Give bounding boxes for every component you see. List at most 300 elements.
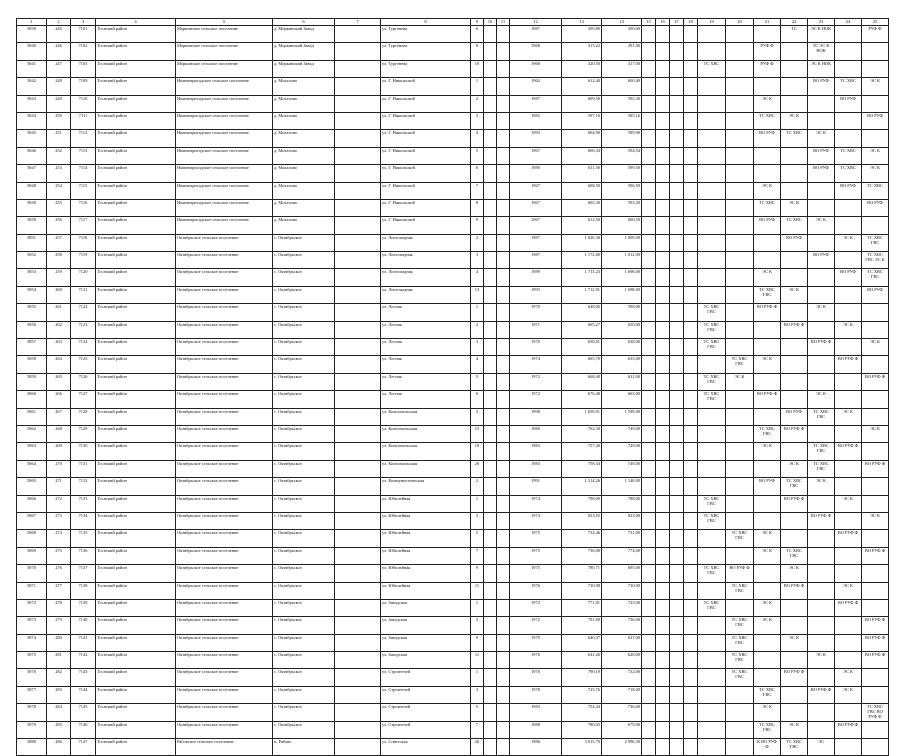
house-number: 6 — [471, 165, 484, 182]
column-number-19: 19 — [698, 19, 726, 26]
total-area: 1 712,91 — [562, 286, 602, 303]
work-type-mark: ЭС К — [762, 443, 772, 449]
empty-col-17 — [670, 339, 684, 356]
empty-col-10 — [484, 478, 497, 495]
build-year: 1976 — [510, 669, 562, 686]
settlement-name: Октябрьское сельское поселение — [176, 425, 273, 442]
column-number-row — [17, 19, 889, 26]
work-period-c20 — [726, 652, 754, 669]
empty-col-17 — [670, 304, 684, 321]
empty-col-7 — [335, 373, 381, 390]
work-type-mark: ТС ХВС ГВС — [759, 686, 775, 697]
table-row — [17, 512, 889, 529]
work-type-mark: ВО РУФ Ф — [864, 373, 886, 379]
living-area: 731,00 — [602, 530, 642, 547]
work-period-c25 — [862, 165, 889, 182]
work-period-c21 — [754, 60, 781, 77]
work-period-c21 — [754, 234, 781, 251]
empty-col-11 — [497, 721, 510, 738]
work-type-mark: ТС ХВС — [840, 147, 856, 153]
work-period-c24 — [835, 60, 862, 77]
work-period-c19 — [698, 112, 726, 129]
work-period-c24 — [835, 443, 862, 460]
locality-name: д. Мохалово — [273, 217, 335, 234]
work-period-c23 — [808, 147, 835, 164]
house-number: 6 — [471, 26, 484, 43]
column-number-14: 14 — [602, 19, 642, 26]
work-type-mark: ЭС К — [843, 321, 853, 327]
build-year: 1987 — [510, 95, 562, 112]
object-code: 7114 — [71, 165, 96, 182]
build-year: 1978 — [510, 686, 562, 703]
district-name: Тоснский район — [96, 60, 176, 77]
work-period-c20 — [726, 739, 754, 756]
locality-name: с. Октябрьское — [273, 512, 335, 529]
table-row — [17, 147, 889, 164]
work-period-c23 — [808, 234, 835, 251]
empty-col-7 — [335, 26, 381, 43]
empty-col-18 — [684, 425, 698, 442]
work-type-mark: ВО РУФ — [759, 478, 775, 484]
living-area: 596,50 — [602, 182, 642, 199]
empty-col-7 — [335, 512, 381, 529]
work-type-mark: ТС ХВС — [759, 199, 775, 205]
empty-col-15 — [642, 217, 656, 234]
street-name: ул. Листопадная — [381, 286, 471, 303]
column-number-18: 18 — [684, 19, 698, 26]
settlement-name: Октябрьское сельское поселение — [176, 652, 273, 669]
build-year: 1970 — [510, 304, 562, 321]
work-period-c21 — [754, 147, 781, 164]
district-name: Тоснский район — [96, 26, 176, 43]
work-type-mark: ТС ХВС ГВС — [731, 634, 748, 645]
work-period-c21 — [754, 582, 781, 599]
item-index: 251 — [47, 130, 71, 147]
settlement-name: Нижнеприсадское сельское поселение — [176, 147, 273, 164]
object-code: 7145 — [71, 704, 96, 721]
empty-col-7 — [335, 95, 381, 112]
row-number: 5851 — [17, 234, 47, 251]
locality-name: с. Октябрьское — [273, 547, 335, 564]
street-name: ул. Тургенева — [381, 60, 471, 77]
work-period-c20 — [726, 425, 754, 442]
work-period-c21 — [754, 634, 781, 651]
settlement-name: Октябрьское сельское поселение — [176, 234, 273, 251]
build-year: 1983 — [510, 112, 562, 129]
work-period-c25 — [862, 721, 889, 738]
empty-col-18 — [684, 408, 698, 425]
settlement-name: Октябрьское сельское поселение — [176, 443, 273, 460]
work-period-c24 — [835, 582, 862, 599]
work-type-mark: ВО РУФ — [813, 78, 829, 84]
district-name: Тоснский район — [96, 112, 176, 129]
row-number: 5873 — [17, 617, 47, 634]
empty-col-11 — [497, 43, 510, 60]
district-name: Тоснский район — [96, 391, 176, 408]
empty-col-18 — [684, 43, 698, 60]
column-number-10: 10 — [484, 19, 497, 26]
object-code: 7116 — [71, 199, 96, 216]
house-number: 5 — [471, 147, 484, 164]
work-period-c25 — [862, 147, 889, 164]
street-name: ул. Тургенева — [381, 26, 471, 43]
total-area: 606,34 — [562, 147, 602, 164]
work-period-c22 — [781, 721, 808, 738]
work-period-c23 — [808, 704, 835, 721]
work-type-mark: ЭС К — [816, 217, 826, 223]
empty-col-17 — [670, 43, 684, 60]
empty-col-18 — [684, 565, 698, 582]
column-number-22: 22 — [781, 19, 808, 26]
work-period-c24 — [835, 165, 862, 182]
table-row — [17, 78, 889, 95]
row-number: 5842 — [17, 78, 47, 95]
table-row — [17, 443, 889, 460]
house-number: 1 — [471, 78, 484, 95]
empty-col-17 — [670, 199, 684, 216]
work-type-mark: ВО РУФ — [840, 269, 856, 275]
work-period-c25 — [862, 321, 889, 338]
house-number: 1 — [471, 669, 484, 686]
empty-col-11 — [497, 321, 510, 338]
empty-col-17 — [670, 95, 684, 112]
living-area: 638,00 — [602, 339, 642, 356]
work-period-c24 — [835, 321, 862, 338]
locality-name: п. Рябово — [273, 739, 335, 756]
work-period-c21 — [754, 356, 781, 373]
work-period-c24 — [835, 495, 862, 512]
work-type-mark: ВО РУФ — [813, 147, 829, 153]
work-type-mark: ЭС К — [789, 565, 799, 571]
work-type-mark: ТС ХВС — [867, 182, 883, 188]
locality-name: с. Октябрьское — [273, 304, 335, 321]
empty-col-15 — [642, 721, 656, 738]
table-row — [17, 704, 889, 721]
work-period-c20 — [726, 373, 754, 390]
total-area: 771,01 — [562, 599, 602, 616]
total-area: 1 659,01 — [562, 408, 602, 425]
work-period-c22 — [781, 112, 808, 129]
work-period-c19 — [698, 478, 726, 495]
work-period-c24 — [835, 199, 862, 216]
empty-col-10 — [484, 547, 497, 564]
work-type-mark: ВО РУФ Ф — [864, 652, 886, 658]
empty-col-11 — [497, 234, 510, 251]
empty-col-17 — [670, 582, 684, 599]
work-type-mark: ТС ХВС — [786, 217, 802, 223]
item-index: 264 — [47, 356, 71, 373]
work-period-c21 — [754, 130, 781, 147]
row-number: 5867 — [17, 512, 47, 529]
work-period-c20 — [726, 112, 754, 129]
work-period-c20 — [726, 669, 754, 686]
total-area: 758,34 — [562, 460, 602, 477]
work-period-c19 — [698, 652, 726, 669]
row-number: 5847 — [17, 165, 47, 182]
work-period-c20 — [726, 599, 754, 616]
empty-col-7 — [335, 182, 381, 199]
empty-col-18 — [684, 356, 698, 373]
work-type-mark: ЭС К — [816, 304, 826, 310]
house-number: 9 — [471, 217, 484, 234]
column-number-3: 3 — [71, 19, 96, 26]
empty-col-18 — [684, 130, 698, 147]
work-period-c23 — [808, 217, 835, 234]
empty-col-18 — [684, 304, 698, 321]
work-period-c25 — [862, 217, 889, 234]
total-area: 1 020,38 — [562, 234, 602, 251]
work-period-c24 — [835, 599, 862, 616]
empty-col-16 — [656, 147, 670, 164]
empty-col-10 — [484, 425, 497, 442]
object-code: 7142 — [71, 652, 96, 669]
empty-col-17 — [670, 356, 684, 373]
work-period-c21 — [754, 669, 781, 686]
item-index: 278 — [47, 599, 71, 616]
house-number: 4 — [471, 130, 484, 147]
work-period-c21 — [754, 43, 781, 60]
work-period-c21 — [754, 704, 781, 721]
object-code: 7133 — [71, 495, 96, 512]
work-type-mark: ТС ЭС К НОК — [812, 43, 830, 54]
living-area: 1 698,00 — [602, 269, 642, 286]
empty-col-16 — [656, 425, 670, 442]
column-number-21: 21 — [754, 19, 781, 26]
work-period-c25 — [862, 617, 889, 634]
work-period-c20 — [726, 234, 754, 251]
work-type-mark: ЭС К — [789, 460, 799, 466]
column-number-13: 13 — [562, 19, 602, 26]
work-type-mark: ЭС К — [762, 530, 772, 536]
total-area: 640,37 — [562, 634, 602, 651]
work-type-mark: ВО РУФ — [786, 408, 802, 414]
work-period-c22 — [781, 286, 808, 303]
living-area: 628,00 — [602, 652, 642, 669]
work-period-c21 — [754, 112, 781, 129]
work-type-mark: ТС ХВС ГВС — [703, 599, 720, 610]
total-area: 734,46 — [562, 530, 602, 547]
work-period-c24 — [835, 391, 862, 408]
settlement-name: Октябрьское сельское поселение — [176, 304, 273, 321]
row-number: 5845 — [17, 130, 47, 147]
table-row — [17, 339, 889, 356]
empty-col-16 — [656, 60, 670, 77]
work-type-mark: РУФ Ф — [868, 26, 882, 31]
house-number: 3 — [471, 617, 484, 634]
locality-name: с. Октябрьское — [273, 704, 335, 721]
work-type-mark: ТС ХВС ГВС — [813, 460, 829, 471]
district-name: Тоснский район — [96, 669, 176, 686]
work-period-c25 — [862, 356, 889, 373]
street-name: ул. Заводская — [381, 599, 471, 616]
empty-col-11 — [497, 286, 510, 303]
house-number: 3 — [471, 512, 484, 529]
work-type-mark: ТС ХВС ГВС — [786, 739, 802, 750]
item-index: 247 — [47, 60, 71, 77]
work-period-c23 — [808, 460, 835, 477]
build-year: 1974 — [510, 495, 562, 512]
work-period-c22 — [781, 547, 808, 564]
living-area: 600,50 — [602, 217, 642, 234]
work-period-c22 — [781, 634, 808, 651]
work-period-c20 — [726, 391, 754, 408]
street-name: ул. Строителей — [381, 669, 471, 686]
street-name: ул. Комсомольская — [381, 425, 471, 442]
table-row — [17, 43, 889, 60]
empty-col-11 — [497, 425, 510, 442]
empty-col-16 — [656, 582, 670, 599]
work-period-c24 — [835, 234, 862, 251]
build-year: 1980 — [510, 425, 562, 442]
street-name: ул. Юбилейная — [381, 565, 471, 582]
work-period-c20 — [726, 582, 754, 599]
work-type-mark: ЭС К — [870, 147, 880, 153]
work-period-c21 — [754, 269, 781, 286]
work-period-c21 — [754, 565, 781, 582]
house-number: 2 — [471, 234, 484, 251]
empty-col-7 — [335, 460, 381, 477]
house-number: 6 — [471, 391, 484, 408]
empty-col-15 — [642, 669, 656, 686]
column-number-11: 11 — [497, 19, 510, 26]
work-period-c23 — [808, 408, 835, 425]
work-type-mark: ВО РУФ Ф — [783, 321, 805, 327]
work-period-c19 — [698, 199, 726, 216]
empty-col-10 — [484, 495, 497, 512]
table-row — [17, 565, 889, 582]
empty-col-16 — [656, 234, 670, 251]
work-type-mark: ВО РУФ Ф — [864, 460, 886, 466]
work-type-mark: ЭС К — [762, 95, 772, 101]
work-period-c21 — [754, 460, 781, 477]
empty-col-10 — [484, 60, 497, 77]
work-period-c25 — [862, 234, 889, 251]
work-period-c22 — [781, 43, 808, 60]
table-row — [17, 304, 889, 321]
build-year: 1998 — [510, 408, 562, 425]
work-period-c21 — [754, 512, 781, 529]
work-type-mark: ЭС К — [870, 512, 880, 518]
work-period-c25 — [862, 669, 889, 686]
build-year: 1987 — [510, 26, 562, 43]
work-period-c25 — [862, 391, 889, 408]
empty-col-7 — [335, 704, 381, 721]
work-period-c21 — [754, 182, 781, 199]
work-period-c24 — [835, 269, 862, 286]
house-number: 7 — [471, 182, 484, 199]
locality-name: с. Октябрьское — [273, 599, 335, 616]
street-name: ул. Строителей — [381, 704, 471, 721]
settlement-name: Октябрьское сельское поселение — [176, 599, 273, 616]
empty-col-17 — [670, 634, 684, 651]
item-index: 254 — [47, 182, 71, 199]
settlement-name: Нижнеприсадское сельское поселение — [176, 199, 273, 216]
work-type-mark: ЭС К — [843, 408, 853, 414]
living-area: 725,00 — [602, 599, 642, 616]
work-period-c19 — [698, 408, 726, 425]
empty-col-10 — [484, 269, 497, 286]
table-row — [17, 425, 889, 442]
object-code: 7124 — [71, 339, 96, 356]
district-name: Тоснский район — [96, 182, 176, 199]
work-type-mark: ВО РУФ — [759, 130, 775, 136]
work-type-mark: ЭС К — [870, 339, 880, 345]
object-code: 7130 — [71, 443, 96, 460]
work-period-c20 — [726, 460, 754, 477]
work-period-c22 — [781, 95, 808, 112]
work-period-c19 — [698, 565, 726, 582]
work-period-c25 — [862, 112, 889, 129]
work-type-mark: ВО РУФ — [786, 234, 802, 240]
locality-name: с. Октябрьское — [273, 582, 335, 599]
living-area: 736,00 — [602, 704, 642, 721]
work-type-mark: ЭС К — [762, 182, 772, 188]
empty-col-17 — [670, 147, 684, 164]
empty-col-10 — [484, 391, 497, 408]
district-name: Тоснский район — [96, 634, 176, 651]
object-code: 7102 — [71, 43, 96, 60]
district-name: Тоснский район — [96, 95, 176, 112]
work-period-c23 — [808, 669, 835, 686]
column-number-7: 7 — [335, 19, 381, 26]
row-number: 5861 — [17, 408, 47, 425]
work-period-c20 — [726, 617, 754, 634]
column-number-20: 20 — [726, 19, 754, 26]
work-period-c21 — [754, 495, 781, 512]
empty-col-17 — [670, 234, 684, 251]
empty-col-7 — [335, 721, 381, 738]
work-period-c25 — [862, 182, 889, 199]
work-period-c24 — [835, 252, 862, 269]
empty-col-16 — [656, 599, 670, 616]
living-area: 1 599,00 — [602, 408, 642, 425]
empty-col-16 — [656, 408, 670, 425]
table-row — [17, 26, 889, 43]
work-type-mark: ВО РУФ Ф — [837, 443, 859, 449]
total-area: 754,34 — [562, 704, 602, 721]
empty-col-11 — [497, 60, 510, 77]
work-period-c20 — [726, 478, 754, 495]
object-code: 7144 — [71, 686, 96, 703]
work-period-c25 — [862, 26, 889, 43]
empty-col-10 — [484, 234, 497, 251]
item-index: 285 — [47, 721, 71, 738]
work-type-mark: ТС ХВС ГВС — [703, 512, 720, 523]
empty-col-18 — [684, 321, 698, 338]
row-number: 5852 — [17, 252, 47, 269]
empty-col-7 — [335, 425, 381, 442]
row-number: 5860 — [17, 391, 47, 408]
empty-col-15 — [642, 339, 656, 356]
item-index: 253 — [47, 165, 71, 182]
table-row — [17, 60, 889, 77]
item-index: 279 — [47, 617, 71, 634]
settlement-name: Октябрьское сельское поселение — [176, 634, 273, 651]
total-area: 665,70 — [562, 356, 602, 373]
work-period-c22 — [781, 495, 808, 512]
locality-name: с. Октябрьское — [273, 373, 335, 390]
work-period-c21 — [754, 339, 781, 356]
empty-col-16 — [656, 356, 670, 373]
work-period-c21 — [754, 547, 781, 564]
work-period-c25 — [862, 582, 889, 599]
empty-col-10 — [484, 356, 497, 373]
empty-col-15 — [642, 739, 656, 756]
work-period-c19 — [698, 530, 726, 547]
work-period-c25 — [862, 408, 889, 425]
work-type-mark: ВО РУФ — [840, 182, 856, 188]
total-area: 597,16 — [562, 112, 602, 129]
